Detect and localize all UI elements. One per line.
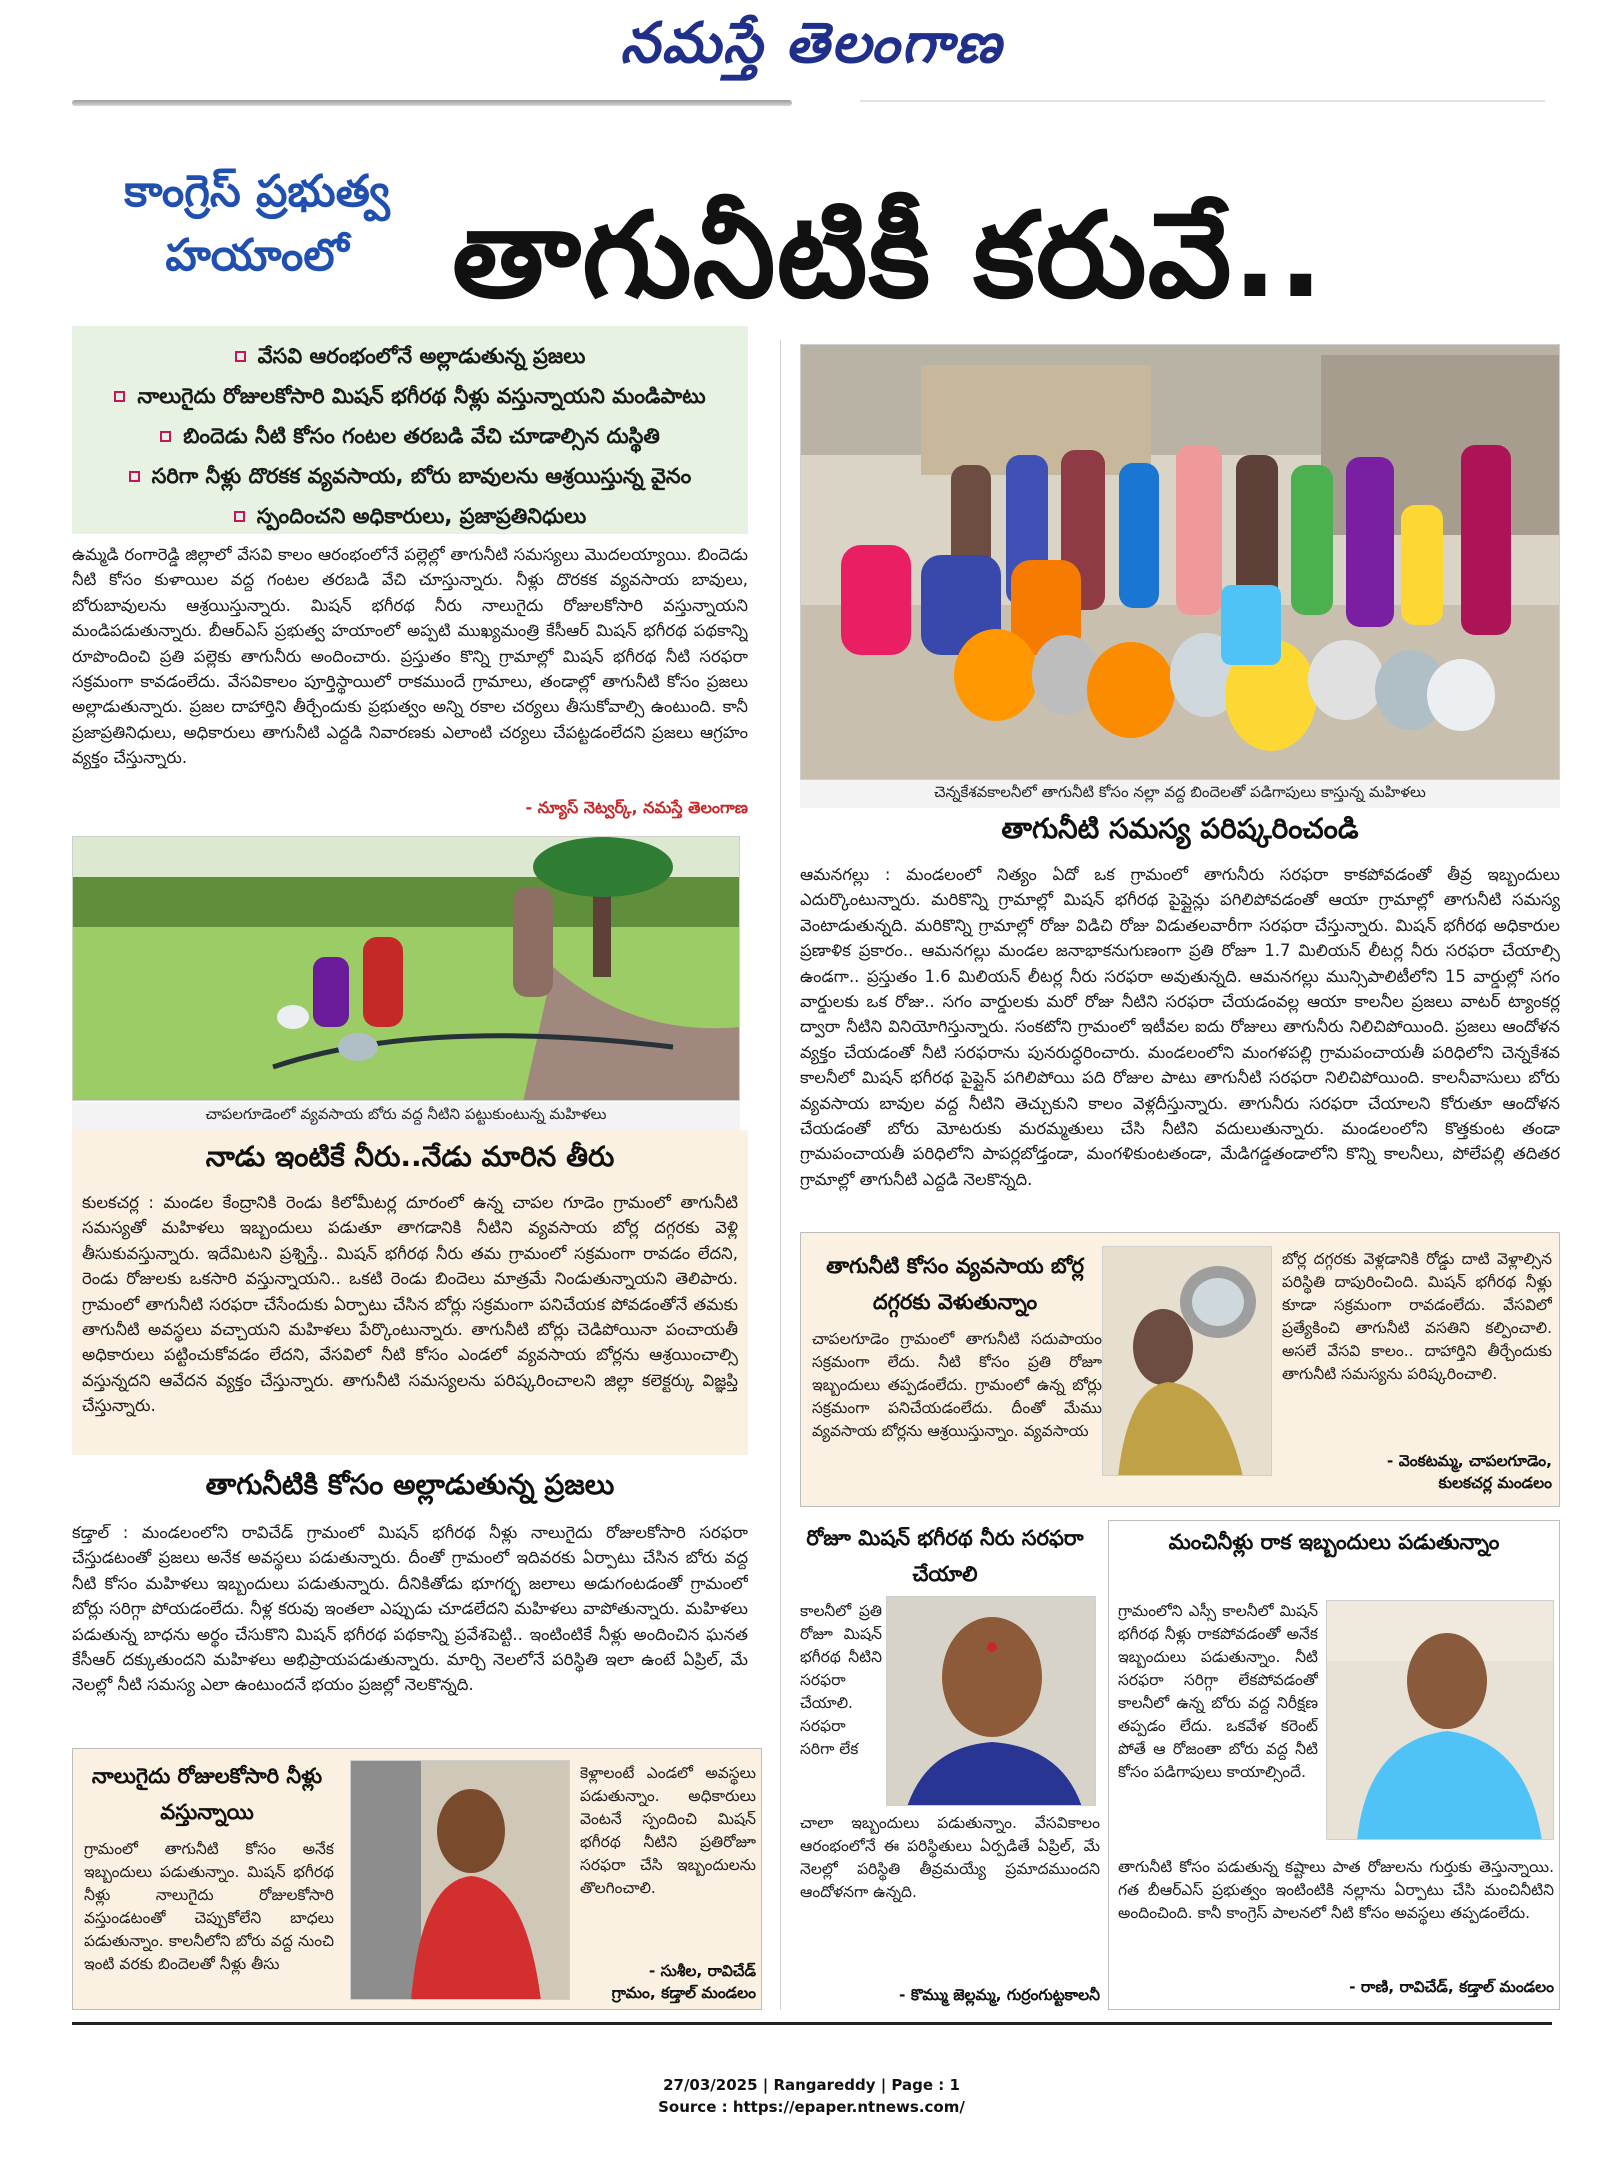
quote4-portrait: [1326, 1600, 1554, 1840]
story2-body: కులకచర్ల : మండల కేంద్రానికి రెండు కిలోమీటర్ల దూరంలో ఉన్న చాపల గూడెం గ్రామంలో తాగునీటి సమస్యతో మహిళలు ఇబ్బందులు పడుతూ తాగడానికి నీటిని వ్యవసాయ బోర్ల దగ్గరకు వెళ్లి తీసుకువస్తున్నారు. ఇదేమిటని ప్రశ్నిస్తే.. మిషన్ భగీరథ నీరు తమ గ్రామంలో సక్రమంగా రావడం లేదని, రెండు రోజులకు ఒకసారి వస్తున్నాయని.. ఒకటి రెండు బిందెలు మాత్రమే నిండుతున్నాయని తెలిపారు. గ్రామంలో తాగునీటి సరఫరా చేసేందుకు ఏర్పాటు చేసిన బోర్లు సక్రమంగా పనిచేయక పోవడంతోనే తమకు తాగునీటి అవస్థలు వచ్చాయని మహిళలు పేర్కొంటున్నారు. తాగునీటి బోర్లు చెడిపోయినా పంచాయతీ అధికారులు పట్టించుకోవడం లేదని, వేసవిలో నీటి కోసం ఎండలో వ్యవసాయ బోర్లను ఆశ్రయించాల్సి వస్తున్నదని ఆవేదన వ్యక్తం చేస్తున్నారు. తాగునీటి సమస్యలను పరిష్కరించాలని జిల్లా కలెక్టర్కు విజ్ఞప్తి చేస్తున్నారు.: [82, 1193, 738, 1416]
footer-source: Source : https://epaper.ntnews.com/: [658, 2098, 965, 2116]
quote2-title: నాలుగైదు రోజులకోసారి నీళ్లు వస్తున్నాయి: [91, 1764, 323, 1824]
column-divider: [780, 340, 781, 2010]
headline-kicker: [72, 160, 442, 288]
story1-title: తాగునీటి సమస్య పరిష్కరించండి: [1001, 812, 1359, 845]
quote3-portrait: [886, 1596, 1096, 1806]
quote4-title: మంచినీళ్లు రాక ఇబ్బందులు పడుతున్నాం: [1168, 1530, 1500, 1554]
quote3-text-b: చాలా ఇబ్బందులు పడుతున్నాం. వేసవికాలం ఆరంభంలోనే ఈ పరిస్థితులు ఏర్పడితే ఏప్రిల్, మే నెలల్లో పరిస్థితి తీవ్రమయ్యే ప్రమాదముందని ఆందోళనగా ఉన్నది.: [800, 1814, 1100, 1901]
highlight-item: వేసవి ఆరంభంలోనే అల్లాడుతున్న ప్రజలు: [86, 336, 734, 376]
intro-article: ఉమ్మడి రంగారెడ్డి జిల్లాలో వేసవి కాలం ఆరంభంలోనే పల్లెల్లో తాగునీటి సమస్యలు మొదలయ్యాయి. బిందెడు నీటి కోసం కుళాయిల వద్ద గంటల తరబడి వేచి చూస్తున్నారు. నీళ్లు దొరకక వ్యవసాయ బావులు, బోరుబావులను ఆశ్రయిస్తున్నారు. మిషన్ భగీరథ నీరు నాలుగైదు రోజులకోసారి వస్తున్నాయని మండిపడుతున్నారు. బీఆర్ఎస్ ప్రభుత్వ హయాంలో అప్పటి ముఖ్యమంత్రి కేసీఆర్ మిషన్ భగీరథ పథకాన్ని రూపొందించి ప్రతి పల్లెకు తాగునీరు అందించారు. ప్రస్తుతం కొన్ని గ్రామాల్లో మిషన్ భగీరథ నీటి సరఫరా సక్రమంగా కావడంలేదు. వేసవికాలం పూర్తిస్థాయిలో రాకముందే గ్రామాలు, తండాల్లో తాగునీటి కోసం ప్రజలు అల్లాడుతున్నారు. ప్రజల దాహార్తిని తీర్చేందుకు ప్రభుత్వం అన్ని రకాల చర్యలు తీసుకోవాల్సి ఉంటుంది. కానీ ప్రజాప్రతినిధులు, అధికారులు తాగునీటి ఎద్దడి నివారణకు ఎలాంటి చర్యలు చేపట్టడంలేదని ప్రజలు ఆగ్రహం వ్యక్తం చేస్తున్నారు.: [72, 545, 748, 768]
bullet-square-icon: [114, 391, 125, 402]
story3-title: తాగునీటికి కోసం అల్లాడుతున్న ప్రజలు: [205, 1468, 615, 1501]
quote4-signature: - రాణి, రావిచేడ్, కడ్తాల్ మండలం: [1349, 1978, 1554, 1996]
main-photo-women-with-pots: [800, 344, 1560, 780]
main-headline: తాగునీటికీ కరువే..: [452, 186, 1325, 324]
bullet-square-icon: [235, 351, 246, 362]
bullet-square-icon: [129, 471, 140, 482]
kicker-line-2: హయాంలో: [165, 229, 349, 281]
quote3-signature: - కొమ్ము జెల్లమ్మ, గుర్రంగుట్టకాలనీ: [899, 1986, 1100, 2004]
quote1-text-b: బోర్ల దగ్గరకు వెళ్లడానికి రోడ్డు దాటి వెళ్లాల్సిన పరిస్థితి దాపురించింది. మిషన్ భగీరథ నీళ్లు కూడా సక్రమంగా రావడంలేదు. వేసవిలో ప్రత్యేకించి తాగునీటి వసతిని కల్పించాలి. అసలే వేసవి కాలం.. దాహార్తిని తీర్చేందుకు తాగునీటి సమస్యను పరిష్కరించాలి.: [1282, 1250, 1552, 1383]
masthead-logo: నమస్తే తెలంగాణ: [620, 10, 1003, 76]
highlights-box: [72, 326, 748, 534]
quote3-title: రోజూ మిషన్ భగీరథ నీరు సరఫరా చేయాలి: [806, 1526, 1084, 1586]
quote2-portrait: [350, 1760, 570, 2000]
highlight-item: స్పందించని అధికారులు, ప్రజాప్రతినిధులు: [86, 496, 734, 536]
highlight-item: సరిగా నీళ్లు దొరకక వ్యవసాయ, బోరు బావులను ఆశ్రయిస్తున్న వైనం: [86, 456, 734, 496]
farm-photo-women-at-borewell: [72, 836, 740, 1101]
quote1-title: తాగునీటి కోసం వ్యవసాయ బోర్ల దగ్గరకు వెళుతున్నాం: [826, 1254, 1084, 1314]
story2-title: నాడు ఇంటికే నీరు..నేడు మారిన తీరు: [205, 1140, 615, 1173]
footer-divider: [72, 2022, 1552, 2025]
kicker-line-1: కాంగ్రెస్ ప్రభుత్వ: [124, 166, 390, 217]
highlight-item: నాలుగైదు రోజులకోసారి మిషన్ భగీరథ నీళ్లు వస్తున్నాయని మండిపాటు: [86, 376, 734, 416]
quote4-text-b: తాగునీటి కోసం పడుతున్న కష్టాలు పాత రోజులను గుర్తుకు తెస్తున్నాయి. గత బీఆర్ఎస్ ప్రభుత్వం ఇంటింటికి నల్లాను ఏర్పాటు చేసి మంచినీటిని అందించింది. కానీ కాంగ్రెస్ పాలనలో నీటి కోసం అవస్థలు తప్పడంలేదు.: [1118, 1858, 1554, 1922]
bullet-square-icon: [160, 431, 171, 442]
highlight-item: బిందెడు నీటి కోసం గంటల తరబడి వేచి చూడాల్సిన దుస్థితి: [86, 416, 734, 456]
quote1-portrait: [1102, 1246, 1272, 1476]
main-photo-caption: చెన్నకేశవకాలనీలో తాగునీటి కోసం నల్లా వద్ద బిందెలతో పడిగాపులు కాస్తున్న మహిళలు: [800, 780, 1560, 808]
quote2-text-a: గ్రామంలో తాగునీటి కోసం అనేక ఇబ్బందులు పడుతున్నాం. మిషన్ భగీరథ నీళ్లు నాలుగైదు రోజులకోసారి వస్తుండటంతో చెప్పుకోలేని బాధలు పడుతున్నాం. కాలనీలోని బోరు వద్ద నుంచి ఇంటి వరకు బిందెలతో నీళ్లు తీసు: [84, 1840, 334, 1973]
story1-body: ఆమనగల్లు : మండలంలో నిత్యం ఏదో ఒక గ్రామంలో తాగునీరు సరఫరా కాకపోవడంతో తీవ్ర ఇబ్బందులు ఎదుర్కొంటున్నారు. మరికొన్ని గ్రామాల్లో మిషన్ భగీరథ పైప్లైన్లు పగిలిపోవడంతో ఆయా గ్రామాల్లో తాగునీటి సమస్య వెంటాడుతున్నది. మరికొన్ని గ్రామాల్లో రోజు విడిచి రోజు విడుతలవారీగా సరఫరా చేస్తున్నారు. మిషన్ భగీరథ అధికారుల ప్రణాళిక ప్రకారం.. ఆమనగల్లు మండల జనాభాకనుగుణంగా ప్రతి రోజూ 1.7 మిలియన్ లీటర్ల నీరు సరఫరా చేయాల్సి ఉండగా.. ప్రస్తుతం 1.6 మిలియన్ లీటర్ల నీరు సరఫరా అవుతున్నది. ఆమనగల్లు మున్సిపాలిటీలోని 15 వార్డుల్లో సగం వార్డులకు ఒక రోజు.. సగం వార్డులకు మరో రోజు నీటిని సరఫరా చేయడంవల్ల ఆయా కాలనీల ప్రజలు వాటర్ ట్యాంకర్ల ద్వారా నీటిని వినియోగిస్తున్నారు. సంకటోని గ్రామంలో ఇటీవల ఐదు రోజులు తాగునీరు నిలిచిపోయింది. ప్రజలు ఆందోళన వ్యక్తం చేయడంతో నీటి సరఫరాను పునరుద్ధరించారు. మండలంలోని మంగళపల్లి గ్రామపంచాయతీ పరిధిలోని చెన్నకేశవ కాలనీలో మిషన్ భగీరథ పైప్లైన్ పగిలిపోయి పది రోజుల పాటు తాగునీటి సరఫరా నిలిచిపోయింది. కాలనీవాసులు బోరు వ్యవసాయ బావుల వద్ద నీటిని తెచ్చుకుని కాలం వెళ్లదీస్తున్నారు. తాగునీరు సరఫరా చేయాలని కోరుతూ ఆందోళన చేయడంతో బోరు మోటరుకు మరమ్మతులు చేసి నీటిని వదులుతున్నారు. మండలంలోని కొత్తకుంట తండా గ్రామపంచాయతీ పరిధిలోని పాపర్లబోడ్తండా, మంగళికుంటతండా, మేడిగడ్డతండాలోని కొన్ని కాలనీలు, పోలేపల్లి తదితర గ్రామాల్లో తాగునీటి ఎద్దడి నెలకొన్నది.: [800, 865, 1560, 1189]
quote2-signature: - సుశీల, రావిచేడ్ గ్రామం, కడ్తాల్ మండలం: [611, 1962, 756, 2002]
quote1-text-a: చాపలగూడెం గ్రామంలో తాగునీటి సదుపాయం సక్రమంగా లేదు. నీటి కోసం ప్రతి రోజూ ఇబ్బందులు తప్పడంలేదు. గ్రామంలో ఉన్న బోర్లు సక్రమంగా పనిచేయడంలేదు. దీంతో మేము వ్యవసాయ బోర్లను ఆశ్రయిస్తున్నాం. వ్యవసాయ: [812, 1330, 1102, 1440]
masthead-divider-right: [860, 100, 1545, 102]
bullet-square-icon: [234, 511, 245, 522]
quote3-text-a: కాలనీలో ప్రతి రోజూ మిషన్ భగీరథ నీటిని సరఫరా చేయాలి. సరఫరా సరిగా లేక: [800, 1602, 882, 1758]
masthead-divider-left: [72, 100, 792, 106]
quote1-signature: - వెంకటమ్మ, చాపలగూడెం, కులకచర్ల మండలం: [1386, 1452, 1552, 1492]
intro-credit: - న్యూస్ నెట్వర్క్, నమస్తే తెలంగాణ: [525, 798, 748, 817]
farm-photo-caption: చాపలగూడెంలో వ్యవసాయ బోరు వద్ద నీటిని పట్టుకుంటున్న మహిళలు: [72, 1102, 740, 1130]
quote4-text-a: గ్రామంలోని ఎస్సీ కాలనీలో మిషన్ భగీరథ నీళ్లు రాకపోవడంతో అనేక ఇబ్బందులు పడుతున్నాం. నీటి సరఫరా సరిగ్గా లేకపోవడంతో కాలనీలో ఉన్న బోరు వద్ద నిరీక్షణ తప్పడం లేదు. ఒకవేళ కరెంట్ పోతే ఆ రోజంతా బోరు వద్ద నీటి కోసం పడిగాపులు కాయాల్సిందే.: [1118, 1602, 1318, 1781]
footer-date-edition: 27/03/2025 | Rangareddy | Page : 1: [663, 2076, 960, 2094]
quote2-text-b: కెళ్లాలంటే ఎండలో అవస్థలు పడుతున్నాం. అధికారులు వెంటనే స్పందించి మిషన్ భగీరథ నీటిని ప్రతిరోజూ సరఫరా చేసి ఇబ్బందులను తొలగించాలి.: [580, 1764, 756, 1897]
story3-body: కడ్తాల్ : మండలంలోని రావిచేడ్ గ్రామంలో మిషన్ భగీరథ నీళ్లు నాలుగైదు రోజులకోసారి సరఫరా చేస్తుడటంతో ప్రజలు అనేక అవస్థలు పడుతున్నారు. దీంతో గ్రామంలో ఇదివరకు ఏర్పాటు చేసిన బోరు వద్ద నీటి కోసం మహిళలు ఇబ్బందులు పడుతున్నారు. దీనికితోడు భూగర్భ జలాలు అడుగంటడంతో గ్రామంలో బోర్లు సరిగ్గా పోయడంలేదు. నీళ్ల కరువు ఇంతలా ఎప్పుడు చూడలేదని మహిళలు వాపోతున్నారు. మహిళలు పడుతున్న బాధను అర్థం చేసుకొని మిషన్ భగీరథ పథకాన్ని ప్రవేశపెట్టి.. ఇంటింటికే నీళ్లు అందించిన ఘనత కేసీఆర్ దక్కుతుందని మహిళలు అభిప్రాయపడుతున్నారు. మార్చి నెలలోనే పరిస్థితి ఇలా ఉంటే ఏప్రిల్, మే నెలల్లో నీటి సమస్య ఎలా ఉంటుందనే భయం ప్రజల్లో నెలకొన్నది.: [72, 1523, 748, 1695]
